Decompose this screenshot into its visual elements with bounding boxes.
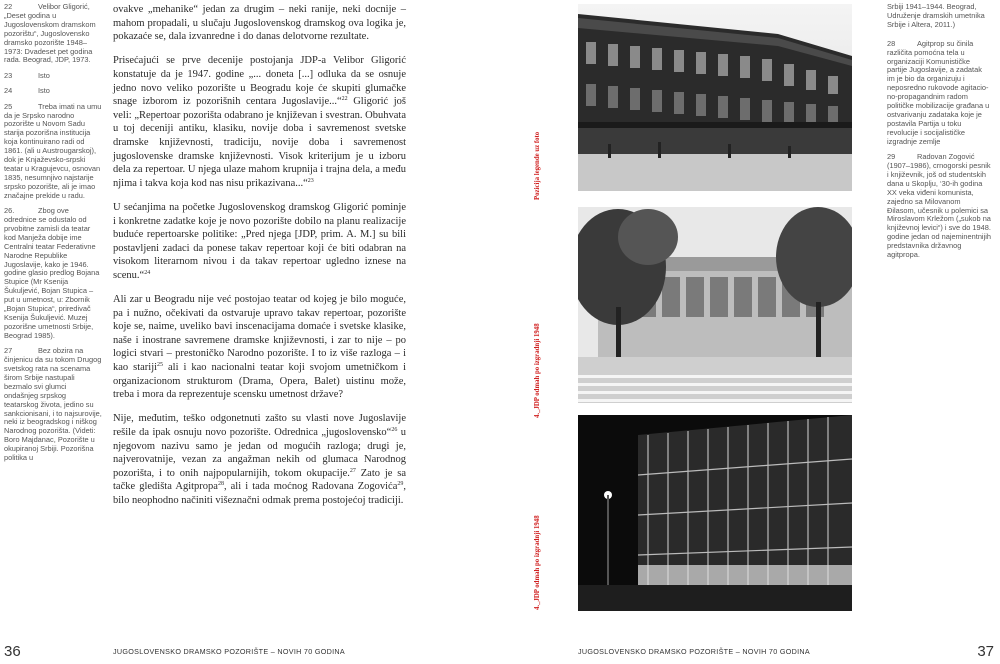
main-text-column (113, 3, 406, 518)
right-footnotes (887, 3, 991, 266)
footnote-text: Agitprop su činila različita pomoćna tela u organizaciji Komunističke partije Jugoslavije, a zadatak im je bio da organizuju i neposredno rukovode agitacio-no-propagandnim radom političke mobilizacije građana u ostvarivanju zadataka koje je postavila Partija u toku revolucije i socijalističke izgradnje zemlje (887, 38, 990, 146)
paragraph-text: ali i kao nacionalni teatar koji svojom umetničkom i organizacionom strukturom (Drama, Opera, Balet) uistinu može, treba i mora da reprezentuje scensku umetnost države? (113, 362, 407, 401)
footnote-number: 25 (4, 101, 13, 111)
footnote-29 (887, 153, 991, 260)
footnote-text: Isto (38, 70, 50, 80)
footnote-27 (4, 347, 102, 463)
building-night-illustration (578, 415, 852, 611)
paragraph-text: ovakve „mehanike“ jedan za drugim – neki ranije, neki docnije – mahom propadali, u slučaju Jugoslovenskog dramskog ova logika je, pokazaće se, dala izvanredne i do danas delotvorne rezultate. (113, 4, 406, 43)
paragraph-text: , ali i tada moćnog Radovana Zogovića (223, 481, 398, 493)
footnote-ref[interactable]: 24 (144, 269, 151, 276)
paragraph-3 (113, 201, 406, 283)
modern-building-night-photo (578, 415, 852, 611)
paragraph-text: Zato je sa tačke gledišta Agitpropa (113, 467, 406, 493)
paragraph-text: Nije, međutim, teško odgonetnuti zašto su vlasti nove Jugoslavije rešile da ipak osnuju novo pozorište. Odrednica „jugoslovensko“ (113, 413, 406, 438)
left-footnotes (4, 3, 102, 470)
page-number-left: 36 (4, 643, 21, 660)
paragraph-4 (113, 293, 406, 402)
paragraph-text: Gligorić još veli: „Repertoar pozorišta odabrano je književan i svestran. Obuhvata u toj deceniji antiku, klasiku, novije doba i savremenost svetske dramske književnosti, tradiciju, novije doba i savremenost jugoslovenske dramske književnosti. Visok kriterijum je u izboru dela za repertoar. U njega ulaze mahom krupnija i trajna dela, a među njima i takva koja kod nas nisu prikazivana...“ (113, 96, 407, 189)
paragraph-2 (113, 54, 406, 190)
footnote-26 (4, 207, 102, 341)
footnote-23 (4, 72, 102, 81)
paragraph-5 (113, 412, 406, 507)
paragraph-1 (113, 3, 406, 44)
building-illustration (578, 4, 852, 191)
photo-caption-3: 4._JDP odmah po izgradnji 1948 (534, 515, 541, 610)
footnote-25 (4, 103, 102, 201)
paragraph-text: u njegovom nazivu samo je jedan od mogućih razloga; drugi je, najverovatnije, vezan za angažman nekih od glumaca Narodnog pozorišta, i to onih najpopularnijih, tokom okupacije. (113, 427, 407, 479)
footnote-ref[interactable]: 27 (349, 467, 356, 474)
paragraph-text: Prisećajući se prve decenije postojanja JDP-a Velibor Gligorić konstatuje da je 1947. godine „... doneta [...] odluka da se osnuje jedno novo veliko pozorište u Beogradu koje će skupiti glumačke snage izborom iz pozorišnih centara Jugoslavije...“ (113, 55, 406, 108)
footnote-number: 29 (887, 152, 896, 162)
photo-caption-2: 4._JDP odmah po izgradnji 1948 (534, 323, 541, 418)
photo-caption-1: Pozicija legende uz foto (534, 131, 541, 200)
paragraph-text: U sećanjima na početke Jugoslovenskog dramskog Gligorić pominje i konkretne zadatke koje je novo pozorište dobilo na planu realizacije buduće repertoarske politike: „Pred njega [JDP, prim. A. M.] su bili postavljeni zadaci da ponese takav repertoar koji će biti odabran na visokom literarnom nivou i da takav repertoar ugledno iznese na scenu.“ (113, 201, 406, 281)
footnote-number: 24 (4, 86, 13, 96)
footnote-number: 26. (4, 206, 15, 216)
running-title-left: JUGOSLOVENSKO DRAMSKO POZORIŠTE – NOVIH 70 GODINA (113, 647, 345, 656)
page-number-right: 37 (977, 643, 994, 660)
paragraph-text: Ali zar u Beogradu nije već postojao teatar od kojeg je bilo moguće, pa i nužno, očekivati da ostvaruje upravo takav repertoar, pozorište koje se, naime, uveliko bavi inscenacijama domaće i svetske klasike, naše i inostrane savremene dramske književnosti, i zar to nije – po logici stvari – prestoničko Narodno pozorište. I to iz više razloga – i kao stariji (113, 294, 406, 374)
footnote-text: Velibor Gligorić, „Deset godina u Jugoslovenskom dramskom pozorištu“, Jugoslovensko dramsko pozorište 1948–1973: Dvadeset pet godina rada. Beograd, JDP, 1973. (4, 2, 96, 65)
footnote-ref[interactable]: 25 (157, 362, 164, 369)
footnote-text: Zbog ove odrednice se odustalo od prvobitne zamisli da teatar kod Manježa dobije ime Centralni teatar Federativne Narodne Republike Jugoslavije, kako je 1946. godine glasio predlog Bojana Stupice (Mr Ksenija Šukuljević, Bojan Stupica – put u umetnost, u: Zbornik „Bojan Stupica“, priredivač Ksenija Šukuljević. Muzej pozorišne umetnosti Srbije, Beograd 1985). (4, 206, 100, 340)
footnote-number: 23 (4, 70, 13, 80)
footnote-continuation: Srbiji 1941–1944. Beograd, Udruženje dramskih umetnika Srbije i Altera, 2011.) (887, 2, 985, 29)
footnote-24 (4, 87, 102, 96)
footnote-22 (4, 3, 102, 65)
running-title-right: JUGOSLOVENSKO DRAMSKO POZORIŠTE – NOVIH 70 GODINA (578, 647, 810, 656)
footnote-text: Radovan Zogović (1907–1986), crnogorski pesnik i književnik, još od studentskih dana u Skoplju, ‘30-ih godina XX veka viđeni komunista, zajedno sa Milovanom Đilasom, učesnik u polemici sa Miroslavom Krležom („sukob na književnoj levici“) i sve do 1948. godine jedan od najeminentnijih predstavnika državnog agitpropa. (887, 152, 991, 260)
footnote-ref[interactable]: 29 (397, 481, 404, 488)
modern-building-daytime-photo (578, 207, 852, 403)
footnote-ref[interactable]: 28 (217, 481, 224, 488)
footnote-ref[interactable]: 26 (391, 427, 398, 433)
footnote-ref[interactable]: 23 (307, 177, 314, 184)
building-trees-illustration (578, 207, 852, 403)
footnote-text: Bez obzira na činjenicu da su tokom Drugog svetskog rata na scenama širom Srbije nastupali bezmalo svi glumci ondašnjeg srpskog teatarskog života, jedino su sankcionisani, i to najsurovije, neki iz beogradskog i niškog Narodnog pozorišta. (Videti: Boro Majdanac, Pozorište u okupiranoj Srbiji. Pozorišna politika u (4, 346, 102, 463)
historic-building-photo (578, 4, 852, 191)
footnote-28 (887, 40, 991, 147)
footnote-text: Treba imati na umu da je Srpsko narodno pozorište u Novom Sadu starija pozorišna institucija koja kontinuirano radi od 1861. (ali u Austrougarskoj), dok je Knjaževsko-srpski teatar u Kragujevcu, osnovan 1835, nesumnjivo najstarije srpsko pozorište, ali je imao značajne prekide u radu. (4, 101, 102, 200)
footnote-text: Isto (38, 86, 50, 96)
footnote-ref[interactable]: 22 (341, 96, 348, 103)
paragraph-text: , bilo neophodno načiniti višeznačni odmak prema postojećoj tradiciji. (113, 481, 406, 506)
footnote-number: 27 (4, 346, 13, 356)
footnote-number: 28 (887, 38, 896, 48)
footnote-number: 22 (4, 2, 13, 11)
